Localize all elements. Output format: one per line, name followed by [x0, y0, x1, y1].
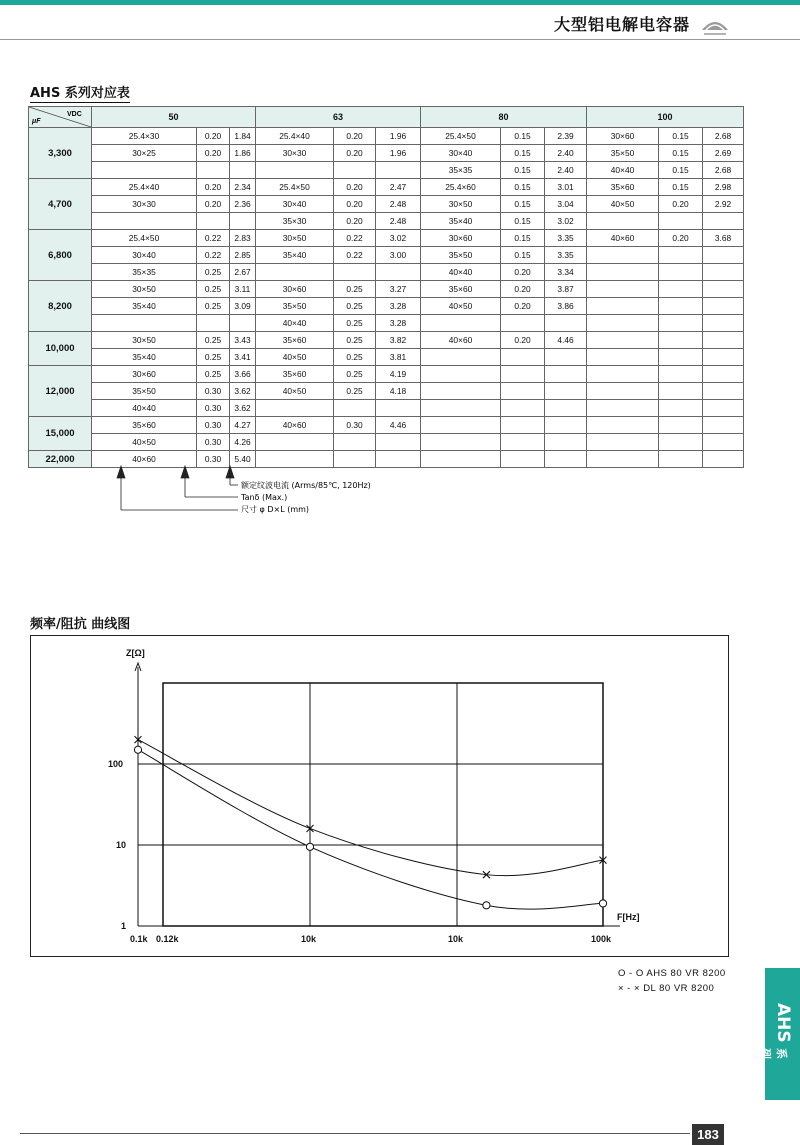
- ripple-cell: 2.40: [545, 145, 587, 162]
- size-cell: 30×40: [92, 247, 197, 264]
- size-cell: 25.4×30: [92, 128, 197, 145]
- tan-cell: 0.22: [197, 247, 230, 264]
- tan-cell: 0.25: [197, 281, 230, 298]
- ripple-cell: 3.35: [545, 230, 587, 247]
- size-cell: 30×60: [421, 230, 501, 247]
- ripple-cell: 1.96: [376, 128, 421, 145]
- ripple-cell: 3.02: [376, 230, 421, 247]
- size-cell: 25.4×50: [92, 230, 197, 247]
- size-cell: 35×40: [256, 247, 334, 264]
- tan-cell: 0.25: [334, 332, 376, 349]
- ripple-cell: 2.83: [230, 230, 256, 247]
- size-cell: 40×40: [92, 400, 197, 417]
- ripple-cell: 2.48: [376, 213, 421, 230]
- ripple-cell: 2.98: [703, 179, 744, 196]
- ripple-cell: 2.40: [545, 162, 587, 179]
- size-cell: 40×50: [256, 349, 334, 366]
- size-cell: 40×60: [421, 332, 501, 349]
- size-cell: 30×50: [256, 230, 334, 247]
- size-cell: 35×50: [92, 383, 197, 400]
- ripple-cell: 4.26: [230, 434, 256, 451]
- ripple-cell: 4.46: [545, 332, 587, 349]
- ripple-cell: 3.01: [545, 179, 587, 196]
- legend-item-ahs: [618, 968, 726, 979]
- ripple-cell: 3.62: [230, 383, 256, 400]
- ripple-cell: 3.00: [376, 247, 421, 264]
- tan-cell: 0.20: [334, 196, 376, 213]
- tan-cell: 0.20: [334, 213, 376, 230]
- tan-cell: 0.15: [501, 179, 545, 196]
- ripple-cell: 2.68: [703, 128, 744, 145]
- tan-cell: 0.15: [501, 162, 545, 179]
- ripple-cell: 4.27: [230, 417, 256, 434]
- capacitance-cell: 3,300: [29, 128, 92, 179]
- capacitance-cell: 8,200: [29, 281, 92, 332]
- point-circle: [483, 902, 490, 909]
- size-cell: 30×50: [421, 196, 501, 213]
- size-cell: 35×30: [256, 213, 334, 230]
- note-ripple: 额定纹波电流 (Arms/85℃, 120Hz): [241, 481, 371, 490]
- legend-item-dl: [618, 983, 714, 994]
- size-cell: 40×50: [587, 196, 659, 213]
- ripple-cell: 2.34: [230, 179, 256, 196]
- voltage-header-50: 50: [92, 107, 256, 128]
- size-cell: 40×50: [92, 434, 197, 451]
- size-cell: 35×40: [92, 349, 197, 366]
- x-tick-100k: 100k: [591, 934, 612, 944]
- chart-section-title: 频率/阻抗 曲线图: [30, 617, 131, 632]
- size-cell: 35×60: [421, 281, 501, 298]
- y-tick-100: 100: [108, 759, 124, 769]
- size-cell: 25.4×50: [421, 128, 501, 145]
- ripple-cell: 3.41: [230, 349, 256, 366]
- note-size: 尺寸 φ D×L (mm): [241, 505, 310, 514]
- point-circle: [134, 746, 141, 753]
- ripple-cell: 3.28: [376, 315, 421, 332]
- ripple-cell: 3.62: [230, 400, 256, 417]
- x-axis-label: F[Hz]: [617, 912, 640, 922]
- side-tab-main: AHS: [773, 1003, 793, 1043]
- size-cell: 25.4×40: [256, 128, 334, 145]
- ripple-cell: 4.19: [376, 366, 421, 383]
- voltage-header-100: 100: [587, 107, 744, 128]
- ripple-cell: 4.46: [376, 417, 421, 434]
- tan-cell: 0.20: [334, 128, 376, 145]
- y-tick-1: 1: [121, 921, 127, 931]
- tan-cell: 0.20: [197, 196, 230, 213]
- size-cell: 30×50: [92, 332, 197, 349]
- tan-cell: 0.15: [659, 128, 703, 145]
- tan-cell: 0.30: [197, 400, 230, 417]
- size-cell: 25.4×50: [256, 179, 334, 196]
- size-cell: 25.4×60: [421, 179, 501, 196]
- note-tan: Tanδ (Max.): [241, 493, 288, 502]
- size-cell: 40×50: [256, 383, 334, 400]
- size-cell: 35×60: [256, 332, 334, 349]
- tan-cell: 0.15: [659, 162, 703, 179]
- ripple-cell: 2.47: [376, 179, 421, 196]
- size-cell: 35×50: [256, 298, 334, 315]
- size-cell: 40×40: [421, 264, 501, 281]
- size-cell: 35×40: [92, 298, 197, 315]
- tan-cell: 0.30: [197, 451, 230, 468]
- ripple-cell: 3.27: [376, 281, 421, 298]
- size-cell: 30×40: [256, 196, 334, 213]
- size-cell: 35×35: [92, 264, 197, 281]
- ripple-cell: 3.87: [545, 281, 587, 298]
- table-section-title: AHS 系列对应表: [30, 82, 130, 103]
- tan-cell: 0.15: [501, 213, 545, 230]
- size-cell: 35×60: [256, 366, 334, 383]
- tan-cell: 0.20: [501, 281, 545, 298]
- tan-cell: 0.15: [501, 230, 545, 247]
- tan-cell: 0.25: [197, 349, 230, 366]
- page-number: 183: [692, 1124, 724, 1145]
- x-tick-0.12k: 0.12k: [156, 934, 179, 944]
- series-line-cross: [138, 740, 603, 876]
- ripple-cell: 2.48: [376, 196, 421, 213]
- side-tab-sub: 系列: [759, 1048, 788, 1059]
- tan-cell: 0.20: [501, 332, 545, 349]
- point-circle: [599, 900, 606, 907]
- size-cell: 30×60: [256, 281, 334, 298]
- size-cell: 40×50: [421, 298, 501, 315]
- size-cell: 40×40: [587, 162, 659, 179]
- capacitance-cell: 12,000: [29, 366, 92, 417]
- ripple-cell: 3.09: [230, 298, 256, 315]
- ripple-cell: 3.11: [230, 281, 256, 298]
- ripple-cell: 2.68: [703, 162, 744, 179]
- size-cell: 35×50: [421, 247, 501, 264]
- y-axis-label: Z[Ω]: [126, 648, 145, 658]
- tan-cell: 0.25: [197, 366, 230, 383]
- x-tick-10k-b: 10k: [448, 934, 464, 944]
- tan-cell: 0.20: [334, 145, 376, 162]
- series-side-tab: [759, 968, 800, 1100]
- size-cell: 30×30: [256, 145, 334, 162]
- tan-cell: 0.25: [197, 264, 230, 281]
- size-cell: 30×60: [587, 128, 659, 145]
- tan-cell: 0.30: [197, 434, 230, 451]
- size-cell: 30×50: [92, 281, 197, 298]
- tan-cell: 0.25: [334, 298, 376, 315]
- tan-cell: 0.25: [334, 349, 376, 366]
- tan-cell: 0.15: [501, 196, 545, 213]
- ripple-cell: 3.82: [376, 332, 421, 349]
- ripple-cell: 3.28: [376, 298, 421, 315]
- legend-marker-circle: O - O: [618, 968, 644, 979]
- ripple-cell: 3.04: [545, 196, 587, 213]
- tan-cell: 0.15: [659, 145, 703, 162]
- ripple-cell: 2.36: [230, 196, 256, 213]
- point-circle: [306, 843, 313, 850]
- tan-cell: 0.25: [334, 281, 376, 298]
- size-cell: 40×60: [587, 230, 659, 247]
- legend-label-dl: DL 80 VR 8200: [643, 983, 715, 994]
- size-cell: 35×60: [92, 417, 197, 434]
- tan-cell: 0.15: [501, 145, 545, 162]
- size-cell: 35×60: [587, 179, 659, 196]
- ripple-cell: 2.67: [230, 264, 256, 281]
- ripple-cell: 5.40: [230, 451, 256, 468]
- tan-cell: 0.20: [197, 179, 230, 196]
- tan-cell: 0.20: [659, 196, 703, 213]
- tan-cell: 0.30: [197, 383, 230, 400]
- series-line-circle: [138, 750, 603, 909]
- corner-vdc: VDC: [67, 111, 82, 118]
- tan-cell: 0.25: [334, 366, 376, 383]
- tan-cell: 0.25: [334, 315, 376, 332]
- tan-cell: 0.30: [197, 417, 230, 434]
- ripple-cell: 3.02: [545, 213, 587, 230]
- size-cell: 25.4×40: [92, 179, 197, 196]
- ripple-cell: 2.39: [545, 128, 587, 145]
- ripple-cell: 3.68: [703, 230, 744, 247]
- size-cell: 40×40: [256, 315, 334, 332]
- voltage-header-63: 63: [256, 107, 421, 128]
- legend-marker-cross: × - ×: [618, 983, 641, 994]
- size-cell: 35×50: [587, 145, 659, 162]
- tan-cell: 0.20: [197, 128, 230, 145]
- size-cell: 30×60: [92, 366, 197, 383]
- footer-rule: [20, 1133, 690, 1134]
- ripple-cell: 3.81: [376, 349, 421, 366]
- corner-uf: μF: [32, 118, 41, 125]
- ripple-cell: 3.34: [545, 264, 587, 281]
- tan-cell: 0.15: [501, 128, 545, 145]
- ripple-cell: 4.18: [376, 383, 421, 400]
- legend-label-ahs: AHS 80 VR 8200: [646, 968, 726, 979]
- size-cell: 35×40: [421, 213, 501, 230]
- capacitance-cell: 10,000: [29, 332, 92, 366]
- tan-cell: 0.20: [334, 179, 376, 196]
- ripple-cell: 3.66: [230, 366, 256, 383]
- tan-cell: 0.20: [501, 264, 545, 281]
- tan-cell: 0.25: [197, 332, 230, 349]
- ripple-cell: 2.85: [230, 247, 256, 264]
- tan-cell: 0.25: [334, 383, 376, 400]
- ripple-cell: 3.86: [545, 298, 587, 315]
- page-title: 大型铝电解电容器: [553, 15, 690, 34]
- tan-cell: 0.20: [197, 145, 230, 162]
- tan-cell: 0.20: [501, 298, 545, 315]
- x-tick-0.1k: 0.1k: [130, 934, 148, 944]
- ripple-cell: 1.86: [230, 145, 256, 162]
- tan-cell: 0.30: [334, 417, 376, 434]
- size-cell: 40×60: [92, 451, 197, 468]
- tan-cell: 0.25: [197, 298, 230, 315]
- ripple-cell: 3.43: [230, 332, 256, 349]
- size-cell: 30×40: [421, 145, 501, 162]
- capacitance-cell: 15,000: [29, 417, 92, 451]
- capacitance-cell: 22,000: [29, 451, 92, 468]
- tan-cell: 0.22: [197, 230, 230, 247]
- size-cell: 30×30: [92, 196, 197, 213]
- ripple-cell: 3.35: [545, 247, 587, 264]
- tan-cell: 0.15: [659, 179, 703, 196]
- tan-cell: 0.22: [334, 247, 376, 264]
- plot-area: [163, 683, 603, 926]
- size-cell: 30×25: [92, 145, 197, 162]
- ripple-cell: 1.96: [376, 145, 421, 162]
- tan-cell: 0.22: [334, 230, 376, 247]
- ripple-cell: 2.69: [703, 145, 744, 162]
- capacitance-cell: 4,700: [29, 179, 92, 230]
- y-tick-10: 10: [116, 840, 127, 850]
- ripple-cell: 2.92: [703, 196, 744, 213]
- tan-cell: 0.20: [659, 230, 703, 247]
- voltage-header-80: 80: [421, 107, 587, 128]
- size-cell: 40×60: [256, 417, 334, 434]
- ripple-cell: 1.84: [230, 128, 256, 145]
- x-tick-10k-a: 10k: [301, 934, 317, 944]
- size-cell: 35×35: [421, 162, 501, 179]
- capacitance-cell: 6,800: [29, 230, 92, 281]
- tan-cell: 0.15: [501, 247, 545, 264]
